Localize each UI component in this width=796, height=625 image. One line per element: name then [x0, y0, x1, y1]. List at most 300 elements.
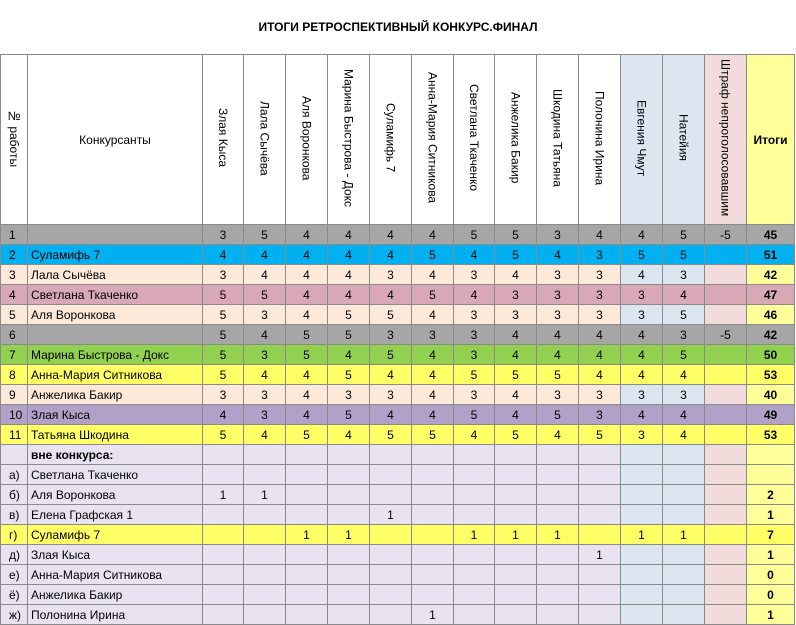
score-cell — [328, 465, 370, 485]
score-cell — [705, 345, 747, 365]
score-cell: 1 — [495, 525, 537, 545]
score-cell: 4 — [495, 385, 537, 405]
score-cell: 1 — [286, 525, 328, 545]
score-cell: -5 — [705, 325, 747, 345]
score-cell — [412, 505, 454, 525]
score-cell — [579, 465, 621, 485]
score-cell: 3 — [454, 345, 495, 365]
score-cell — [286, 605, 328, 625]
score-cell: 4 — [412, 365, 454, 385]
score-cell: 5 — [495, 425, 537, 445]
score-cell: 3 — [454, 265, 495, 285]
score-cell: 4 — [286, 245, 328, 265]
header-judge-0 — [203, 55, 244, 225]
score-cell: 1 — [328, 525, 370, 545]
score-cell: 5 — [454, 365, 495, 385]
score-cell — [244, 605, 286, 625]
score-cell — [328, 585, 370, 605]
header-judge-5-label: Анна-Мария Ситникова — [425, 72, 440, 204]
header-judge-9 — [579, 55, 621, 225]
score-cell: 3 — [370, 265, 412, 285]
score-cell: 5 — [663, 345, 705, 365]
score-cell — [286, 485, 328, 505]
score-cell — [621, 465, 663, 485]
score-cell: 4 — [286, 305, 328, 325]
score-cell: 4 — [286, 365, 328, 385]
header-judge-7-label: Анжелика Бакир — [508, 92, 523, 184]
score-cell — [203, 525, 244, 545]
score-cell: 4 — [244, 325, 286, 345]
score-cell — [579, 525, 621, 545]
total-cell: 0 — [747, 565, 795, 585]
contestant-name — [28, 225, 203, 245]
score-cell — [454, 545, 495, 565]
total-cell: 42 — [747, 265, 795, 285]
total-cell: 50 — [747, 345, 795, 365]
score-cell — [203, 505, 244, 525]
score-cell — [621, 545, 663, 565]
score-cell — [705, 425, 747, 445]
score-cell: 4 — [537, 245, 579, 265]
contestant-name: Светлана Ткаченко — [28, 465, 203, 485]
table-row — [1, 505, 795, 525]
score-cell: 4 — [579, 225, 621, 245]
score-cell — [370, 445, 412, 465]
score-cell: 4 — [454, 245, 495, 265]
table-row — [1, 485, 795, 505]
header-judge-12-label: Штраф непроголосовавшим — [718, 59, 733, 217]
score-cell: 1 — [621, 525, 663, 545]
score-cell — [412, 445, 454, 465]
score-cell — [244, 585, 286, 605]
score-cell: 3 — [537, 305, 579, 325]
score-cell — [244, 565, 286, 585]
row-number — [1, 445, 28, 465]
score-cell — [663, 485, 705, 505]
score-cell: -5 — [705, 225, 747, 245]
score-cell — [705, 385, 747, 405]
row-number: е) — [1, 565, 28, 585]
score-cell: 1 — [203, 485, 244, 505]
score-cell — [495, 505, 537, 525]
score-cell: 4 — [412, 305, 454, 325]
score-cell: 3 — [454, 305, 495, 325]
row-number: б) — [1, 485, 28, 505]
score-cell: 4 — [244, 365, 286, 385]
score-cell: 4 — [579, 325, 621, 345]
score-cell: 4 — [663, 365, 705, 385]
score-cell: 3 — [621, 385, 663, 405]
score-cell: 4 — [412, 345, 454, 365]
total-cell: 40 — [747, 385, 795, 405]
score-cell — [328, 565, 370, 585]
score-cell — [328, 505, 370, 525]
score-cell: 1 — [663, 525, 705, 545]
score-cell: 4 — [579, 365, 621, 385]
contestant-name: Аля Воронкова — [28, 305, 203, 325]
score-cell: 4 — [328, 285, 370, 305]
score-cell — [244, 465, 286, 485]
score-cell — [203, 585, 244, 605]
score-cell — [286, 545, 328, 565]
header-judge-3-label: Марина Быстрова - Докс — [341, 68, 356, 208]
score-cell — [537, 505, 579, 525]
score-cell — [203, 545, 244, 565]
table-row — [1, 225, 795, 245]
score-cell: 4 — [328, 225, 370, 245]
score-cell — [663, 605, 705, 625]
total-cell: 46 — [747, 305, 795, 325]
score-cell: 4 — [495, 345, 537, 365]
score-cell — [663, 585, 705, 605]
score-cell: 4 — [621, 345, 663, 365]
score-cell — [705, 265, 747, 285]
row-number: 3 — [1, 265, 28, 285]
score-cell — [286, 465, 328, 485]
score-cell — [705, 605, 747, 625]
table-row — [1, 305, 795, 325]
score-cell: 3 — [244, 405, 286, 425]
contestant-name: Анжелика Бакир — [28, 385, 203, 405]
score-cell — [579, 585, 621, 605]
score-cell: 4 — [370, 405, 412, 425]
row-number: ё) — [1, 585, 28, 605]
score-cell: 5 — [203, 345, 244, 365]
score-cell — [537, 605, 579, 625]
score-cell: 5 — [454, 405, 495, 425]
header-judge-1 — [244, 55, 286, 225]
score-cell — [286, 505, 328, 525]
header-judge-10 — [621, 55, 663, 225]
score-cell: 4 — [663, 425, 705, 445]
header-judge-2-label: Аля Воронкова — [299, 95, 314, 181]
score-cell: 5 — [328, 405, 370, 425]
score-cell: 5 — [663, 305, 705, 325]
total-cell: 49 — [747, 405, 795, 425]
score-cell — [537, 565, 579, 585]
header-judge-6 — [454, 55, 495, 225]
contestant-name: Злая Кыса — [28, 545, 203, 565]
row-number: г) — [1, 525, 28, 545]
score-cell: 3 — [663, 325, 705, 345]
contestant-name: Елена Графская 1 — [28, 505, 203, 525]
score-cell: 1 — [370, 505, 412, 525]
score-cell — [244, 545, 286, 565]
total-cell — [747, 445, 795, 465]
score-cell: 3 — [621, 305, 663, 325]
score-cell — [244, 505, 286, 525]
score-cell — [454, 445, 495, 465]
header-no-label: № работы — [7, 108, 21, 168]
score-cell — [705, 465, 747, 485]
score-cell: 3 — [370, 325, 412, 345]
score-cell: 5 — [663, 245, 705, 265]
total-cell: 1 — [747, 605, 795, 625]
score-cell: 5 — [328, 325, 370, 345]
score-cell: 4 — [454, 425, 495, 445]
score-cell: 5 — [244, 225, 286, 245]
row-number: в) — [1, 505, 28, 525]
total-cell: 7 — [747, 525, 795, 545]
score-cell — [621, 505, 663, 525]
score-cell: 4 — [328, 425, 370, 445]
score-cell: 4 — [495, 325, 537, 345]
score-cell — [203, 465, 244, 485]
score-cell — [579, 565, 621, 585]
table-row — [1, 565, 795, 585]
score-cell — [537, 465, 579, 485]
contestant-name — [28, 325, 203, 345]
score-cell: 1 — [412, 605, 454, 625]
table-row — [1, 465, 795, 485]
score-cell: 5 — [370, 345, 412, 365]
score-cell: 1 — [537, 525, 579, 545]
score-cell — [454, 585, 495, 605]
score-cell — [705, 525, 747, 545]
score-cell — [286, 445, 328, 465]
score-cell: 1 — [244, 485, 286, 505]
header-judge-8 — [537, 55, 579, 225]
score-cell — [454, 505, 495, 525]
row-number: 10 — [1, 405, 28, 425]
total-cell: 0 — [747, 585, 795, 605]
score-cell: 4 — [495, 405, 537, 425]
score-cell: 3 — [579, 285, 621, 305]
score-cell — [537, 445, 579, 465]
score-cell — [621, 485, 663, 505]
table-row — [1, 445, 795, 465]
row-number: 11 — [1, 425, 28, 445]
score-cell — [663, 505, 705, 525]
score-cell: 4 — [328, 265, 370, 285]
row-number: 2 — [1, 245, 28, 265]
score-cell — [370, 525, 412, 545]
row-number: 1 — [1, 225, 28, 245]
score-cell — [621, 605, 663, 625]
score-cell — [203, 605, 244, 625]
score-cell — [495, 585, 537, 605]
score-cell: 4 — [370, 285, 412, 305]
header-judge-12 — [705, 55, 747, 225]
score-cell: 5 — [412, 285, 454, 305]
score-cell — [705, 305, 747, 325]
score-cell: 3 — [203, 385, 244, 405]
score-cell — [412, 565, 454, 585]
score-cell: 4 — [621, 325, 663, 345]
score-cell: 4 — [663, 405, 705, 425]
score-cell — [537, 585, 579, 605]
score-cell — [495, 605, 537, 625]
score-cell — [705, 485, 747, 505]
score-cell: 5 — [286, 425, 328, 445]
score-cell — [370, 545, 412, 565]
header-judge-0-label: Злая Кыса — [216, 108, 230, 168]
score-cell: 3 — [454, 325, 495, 345]
score-cell: 5 — [286, 325, 328, 345]
score-cell: 3 — [244, 385, 286, 405]
score-cell: 5 — [621, 245, 663, 265]
score-cell — [621, 585, 663, 605]
score-cell: 4 — [454, 285, 495, 305]
score-cell: 3 — [537, 385, 579, 405]
score-cell: 4 — [244, 265, 286, 285]
score-cell — [328, 445, 370, 465]
table-body — [1, 225, 795, 625]
score-cell: 5 — [495, 225, 537, 245]
score-cell — [286, 585, 328, 605]
score-cell — [370, 465, 412, 485]
score-cell — [705, 285, 747, 305]
score-cell — [621, 565, 663, 585]
score-cell: 3 — [495, 305, 537, 325]
score-cell — [412, 525, 454, 545]
score-cell — [495, 465, 537, 485]
score-cell: 4 — [621, 405, 663, 425]
score-cell: 4 — [370, 225, 412, 245]
score-cell — [705, 245, 747, 265]
header-judge-6-label: Светлана Ткаченко — [467, 84, 481, 192]
total-cell: 1 — [747, 505, 795, 525]
score-cell — [705, 585, 747, 605]
score-cell: 4 — [286, 225, 328, 245]
score-cell — [412, 485, 454, 505]
score-cell: 4 — [537, 425, 579, 445]
score-cell: 3 — [621, 425, 663, 445]
score-cell: 3 — [537, 285, 579, 305]
score-cell — [454, 485, 495, 505]
contestant-name: Злая Кыса — [28, 405, 203, 425]
score-cell: 5 — [328, 305, 370, 325]
score-cell: 5 — [203, 325, 244, 345]
score-cell: 3 — [244, 305, 286, 325]
total-cell: 51 — [747, 245, 795, 265]
score-cell — [328, 545, 370, 565]
header-judge-11 — [663, 55, 705, 225]
score-cell: 3 — [663, 385, 705, 405]
table-row — [1, 345, 795, 365]
score-cell — [495, 545, 537, 565]
score-cell: 3 — [495, 285, 537, 305]
score-cell — [621, 445, 663, 465]
score-cell: 3 — [370, 385, 412, 405]
score-cell — [663, 545, 705, 565]
header-judge-5 — [412, 55, 454, 225]
score-cell: 5 — [495, 365, 537, 385]
contestant-name: вне конкурса: — [28, 445, 203, 465]
score-cell: 3 — [579, 405, 621, 425]
score-cell — [454, 565, 495, 585]
row-number: ж) — [1, 605, 28, 625]
score-cell — [663, 445, 705, 465]
table-row — [1, 365, 795, 385]
score-cell — [370, 605, 412, 625]
total-cell: 53 — [747, 365, 795, 385]
contestant-name: Суламифь 7 — [28, 245, 203, 265]
score-cell — [705, 365, 747, 385]
score-cell: 4 — [286, 385, 328, 405]
score-cell: 4 — [286, 265, 328, 285]
total-cell — [747, 465, 795, 485]
score-cell — [579, 505, 621, 525]
score-cell: 5 — [412, 245, 454, 265]
contestant-name: Анна-Мария Ситникова — [28, 565, 203, 585]
score-cell — [579, 485, 621, 505]
score-cell — [328, 485, 370, 505]
total-cell: 1 — [747, 545, 795, 565]
contestant-name: Полонина Ирина — [28, 605, 203, 625]
score-cell: 4 — [621, 265, 663, 285]
header-judge-4-label: Суламифь 7 — [383, 103, 398, 173]
contestant-name: Марина Быстрова - Докс — [28, 345, 203, 365]
table-row — [1, 425, 795, 445]
contestant-name: Анна-Мария Ситникова — [28, 365, 203, 385]
header-judge-7 — [495, 55, 537, 225]
contestant-name: Татьяна Шкодина — [28, 425, 203, 445]
score-cell: 4 — [412, 385, 454, 405]
header-total — [747, 55, 795, 225]
score-cell: 5 — [244, 285, 286, 305]
score-cell: 4 — [286, 285, 328, 305]
row-number: 8 — [1, 365, 28, 385]
header-judge-2 — [286, 55, 328, 225]
score-cell: 4 — [412, 225, 454, 245]
score-cell — [454, 605, 495, 625]
score-cell: 3 — [244, 345, 286, 365]
table-row — [1, 405, 795, 425]
score-cell: 4 — [370, 245, 412, 265]
total-cell: 47 — [747, 285, 795, 305]
table-row — [1, 605, 795, 625]
score-cell — [705, 445, 747, 465]
total-cell: 42 — [747, 325, 795, 345]
score-cell: 3 — [579, 245, 621, 265]
score-cell — [579, 605, 621, 625]
total-cell: 53 — [747, 425, 795, 445]
score-cell: 3 — [579, 265, 621, 285]
score-cell: 3 — [663, 265, 705, 285]
header-total-label: Итоги — [753, 132, 788, 147]
row-number: д) — [1, 545, 28, 565]
score-cell — [412, 545, 454, 565]
score-cell: 4 — [621, 225, 663, 245]
score-cell: 5 — [579, 425, 621, 445]
score-cell: 4 — [328, 345, 370, 365]
score-cell: 4 — [203, 245, 244, 265]
score-cell: 5 — [495, 245, 537, 265]
score-cell — [244, 525, 286, 545]
score-cell: 3 — [203, 225, 244, 245]
header-judge-9-label: Полонина Ирина — [592, 90, 607, 186]
score-cell — [203, 565, 244, 585]
score-cell — [579, 445, 621, 465]
row-number: 5 — [1, 305, 28, 325]
table-row — [1, 245, 795, 265]
score-cell: 3 — [454, 385, 495, 405]
score-cell: 5 — [203, 285, 244, 305]
score-cell — [663, 465, 705, 485]
score-cell — [705, 565, 747, 585]
score-cell: 5 — [203, 305, 244, 325]
total-cell: 45 — [747, 225, 795, 245]
score-cell: 5 — [370, 305, 412, 325]
score-cell — [203, 445, 244, 465]
score-cell: 4 — [328, 245, 370, 265]
score-cell — [663, 565, 705, 585]
score-cell: 5 — [203, 365, 244, 385]
score-cell — [244, 445, 286, 465]
score-cell: 1 — [454, 525, 495, 545]
score-cell — [370, 565, 412, 585]
